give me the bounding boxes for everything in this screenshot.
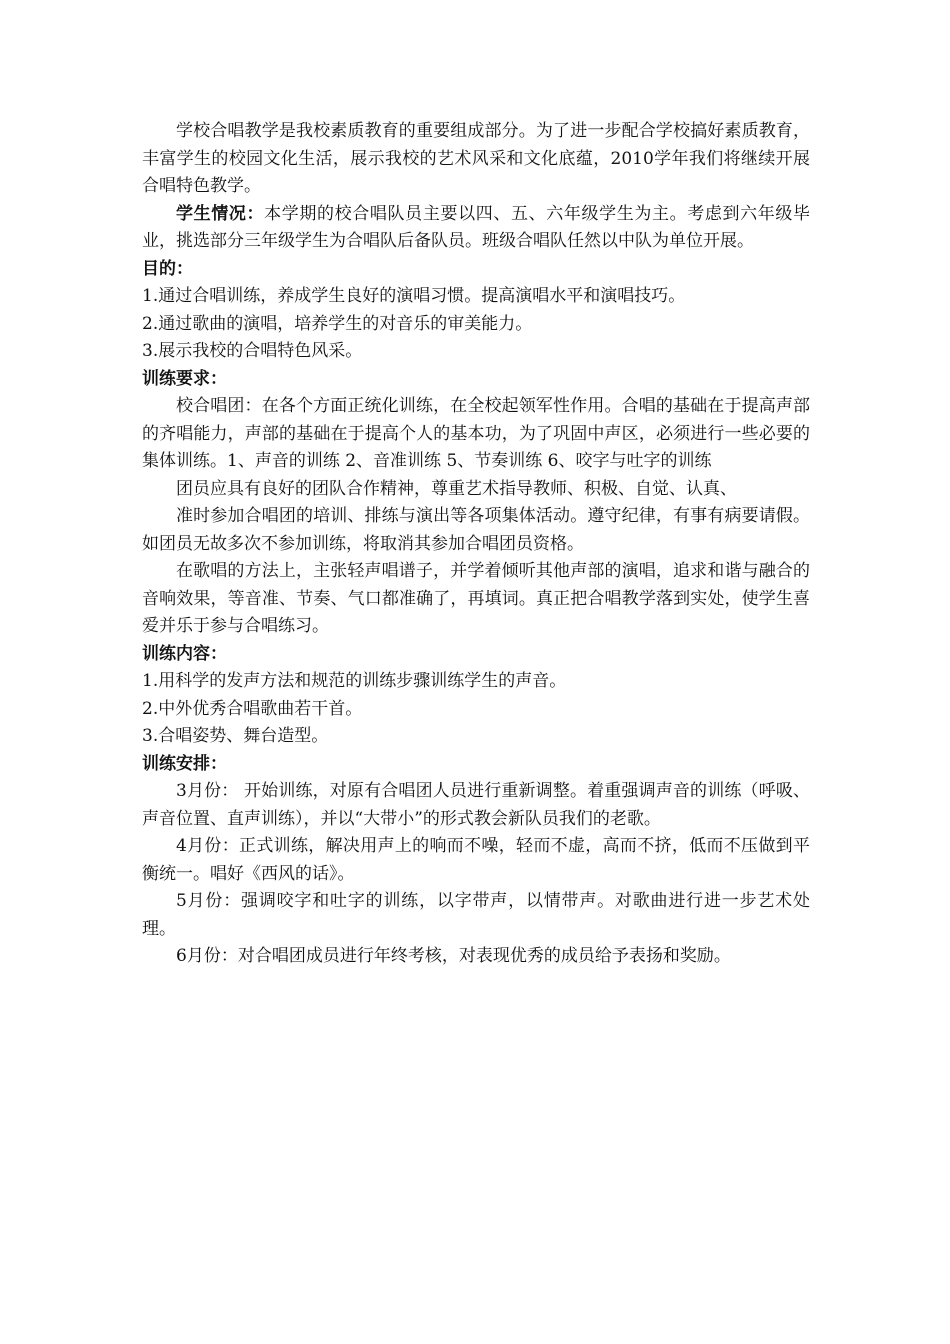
schedule-item: 5月份：强调咬字和吐字的训练，以字带声，以情带声。对歌曲进行进一步艺术处理。 bbox=[142, 891, 810, 939]
students-paragraph bbox=[142, 201, 810, 256]
content-item: 1.用科学的发声方法和规范的训练步骤训练学生的声音。 bbox=[142, 671, 567, 691]
requirements-paragraph: 在歌唱的方法上，主张轻声唱谱子，并学着倾听其他声部的演唱，追求和谐与融合的音响效果，等音准、节奏、气口都准确了，再填词。真正把合唱教学落到实处，使学生喜爱并乐于参与合唱练习。 bbox=[142, 561, 810, 636]
schedule-item: 3月份： 开始训练，对原有合唱团人员进行重新调整。着重强调声音的训练（呼吸、声音位置、直声训练），并以“大带小”的形式教会新队员我们的老歌。 bbox=[142, 781, 810, 829]
requirements-heading: 训练要求： bbox=[142, 368, 227, 389]
students-label: 学生情况： bbox=[176, 203, 265, 224]
schedule-item: 6月份：对合唱团成员进行年终考核，对表现优秀的成员给予表扬和奖励。 bbox=[176, 946, 731, 966]
goal-item: 2.通过歌曲的演唱，培养学生的对音乐的审美能力。 bbox=[142, 313, 533, 334]
requirements-paragraph: 校合唱团：在各个方面正统化训练，在全校起领军性作用。合唱的基础在于提高声部的齐唱能力，声部的基础在于提高个人的基本功，为了巩固中声区，必须进行一些必要的集体训练。1、声音的训练 2、音准训练 5、节奏训练 6、咬字与吐字的训练 bbox=[142, 396, 810, 471]
schedule-item: 4月份：正式训练，解决用声上的响而不噪，轻而不虚，高而不挤，低而不压做到平衡统一。唱好《西风的话》。 bbox=[142, 836, 810, 884]
requirements-paragraph: 团员应具有良好的团队合作精神，尊重艺术指导教师、积极、自觉、认真、 bbox=[176, 478, 737, 499]
requirements-paragraph: 准时参加合唱团的培训、排练与演出等各项集体活动。遵守纪律，有事有病要请假。如团员无故多次不参加训练，将取消其参加合唱团员资格。 bbox=[142, 506, 810, 554]
document-body bbox=[142, 118, 810, 971]
content-heading: 训练内容： bbox=[142, 643, 227, 664]
goal-item: 3.展示我校的合唱特色风采。 bbox=[142, 341, 363, 361]
intro-paragraph: 学校合唱教学是我校素质教育的重要组成部分。为了进一步配合学校搞好素质教育，丰富学生的校园文化生活，展示我校的艺术风采和文化底蕴，2010学年我们将继续开展合唱特色教学。 bbox=[142, 121, 810, 196]
content-item: 2.中外优秀合唱歌曲若干首。 bbox=[142, 698, 363, 719]
content-item: 3.合唱姿势、舞台造型。 bbox=[142, 726, 329, 746]
students-text: 本学期的校合唱队员主要以四、五、六年级学生为主。考虑到六年级毕业，挑选部分三年级学生为合唱队后备队员。班级合唱队任然以中队为单位开展。 bbox=[142, 203, 811, 251]
goal-item: 1.通过合唱训练，养成学生良好的演唱习惯。提高演唱水平和演唱技巧。 bbox=[142, 286, 686, 306]
schedule-heading: 训练安排： bbox=[142, 753, 227, 774]
goals-heading: 目的： bbox=[142, 258, 193, 279]
